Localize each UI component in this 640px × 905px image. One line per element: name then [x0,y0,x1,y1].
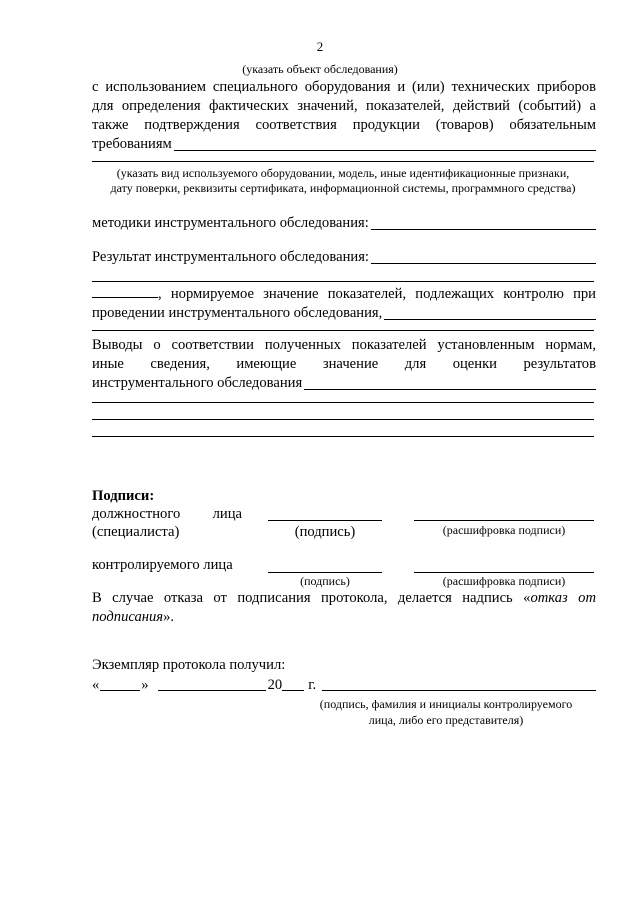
equipment-line-2: для определения фактических значений, показателей, действий (событий) а [92,98,596,114]
controlled-decode-field[interactable] [414,572,594,573]
normative-paragraph [92,285,596,323]
official-line-1 [92,506,242,523]
equipment-line-1: с использованием специального оборудования и (или) технических приборов [92,79,596,95]
methods-row [92,214,596,233]
refusal-paragraph [92,589,596,627]
normative-field-line-2[interactable] [92,330,594,331]
controlled-signature-field[interactable] [268,572,382,573]
methods-label: методики инструментального обследования: [92,215,369,231]
official-word-1: должностного [92,506,181,522]
normative-row-2 [92,304,596,323]
conclusions-field[interactable] [304,389,596,390]
requirements-field[interactable] [174,150,596,151]
result-field[interactable] [371,263,596,264]
normative-line-2: проведении инструментального обследования, [92,305,383,321]
result-label: Результат инструментального обследования: [92,249,369,265]
conclusions-field-line-3[interactable] [92,419,594,420]
normative-field[interactable] [384,319,596,320]
year-field[interactable] [282,689,304,691]
conclusions-paragraph [92,336,596,393]
hint-equipment [60,166,626,196]
official-decode-field[interactable] [414,520,594,521]
signatures-heading: Подписи: [92,488,155,504]
requirements-row [92,135,596,154]
normative-line-1: , нормируемое значение показателей, подлежащих контролю при [92,285,596,304]
year-suffix: г. [308,677,317,693]
conclusions-line-1: Выводы о соответствии полученных показателей установленным нормам, [92,337,596,353]
equipment-line-3: также подтверждения соответствия продукции (товаров) обязательным [92,117,596,133]
received-date-row [92,677,596,694]
official-line-2: (специалиста) [92,524,180,540]
conclusions-field-line-2[interactable] [92,402,594,403]
quote-open: « [92,677,100,693]
official-signature-field[interactable] [268,520,382,521]
conclusions-row-3 [92,374,596,393]
page-number: 2 [316,39,324,54]
refusal-italic-1: отказ от [530,590,596,606]
conclusions-line-3: инструментального обследования [92,375,303,391]
refusal-italic-2: подписания [92,609,164,625]
hint-equipment-line-1: (указать вид используемого оборудовании, модель, иные идентификационные признаки, [116,166,570,180]
conclusions-field-line-4[interactable] [92,436,594,437]
methods-field[interactable] [371,229,596,230]
year-prefix: 20 [267,677,283,693]
hint-object: (указать объект обследования) [242,62,398,76]
controlled-person-label: контролируемого лица [92,557,233,573]
conclusions-line-2: иные сведения, имеющие значение для оценки результатов [92,356,596,372]
received-hint-line-2: лица, либо его представителя) [368,713,524,727]
equipment-paragraph [92,78,596,154]
day-field[interactable] [100,689,140,691]
official-sign-hint: (подпись) [294,524,356,540]
month-field[interactable] [158,689,266,691]
received-label: Экземпляр протокола получил: [92,657,286,673]
requirements-label: требованиям [92,136,172,152]
quote-close: » [141,677,149,693]
equipment-field-line[interactable] [92,161,594,162]
official-decode-hint: (расшифровка подписи) [442,523,566,537]
refusal-line-1: В случае отказа от подписания протокола, делается надпись «отказ от [92,590,596,606]
refusal-line-2: подписания». [92,609,175,625]
result-row [92,248,596,267]
received-hint [300,696,592,728]
controlled-decode-hint: (расшифровка подписи) [442,574,566,588]
controlled-sign-hint: (подпись) [300,574,350,588]
normative-value-field[interactable] [92,296,158,298]
official-word-2: лица [212,506,242,522]
received-signature-field[interactable] [322,690,596,691]
result-field-line-2[interactable] [92,281,594,282]
hint-equipment-line-2: дату поверки, реквизиты сертификата, информационной системы, программного средства) [110,181,576,195]
received-hint-line-1: (подпись, фамилия и инициалы контролируемого [319,697,573,711]
